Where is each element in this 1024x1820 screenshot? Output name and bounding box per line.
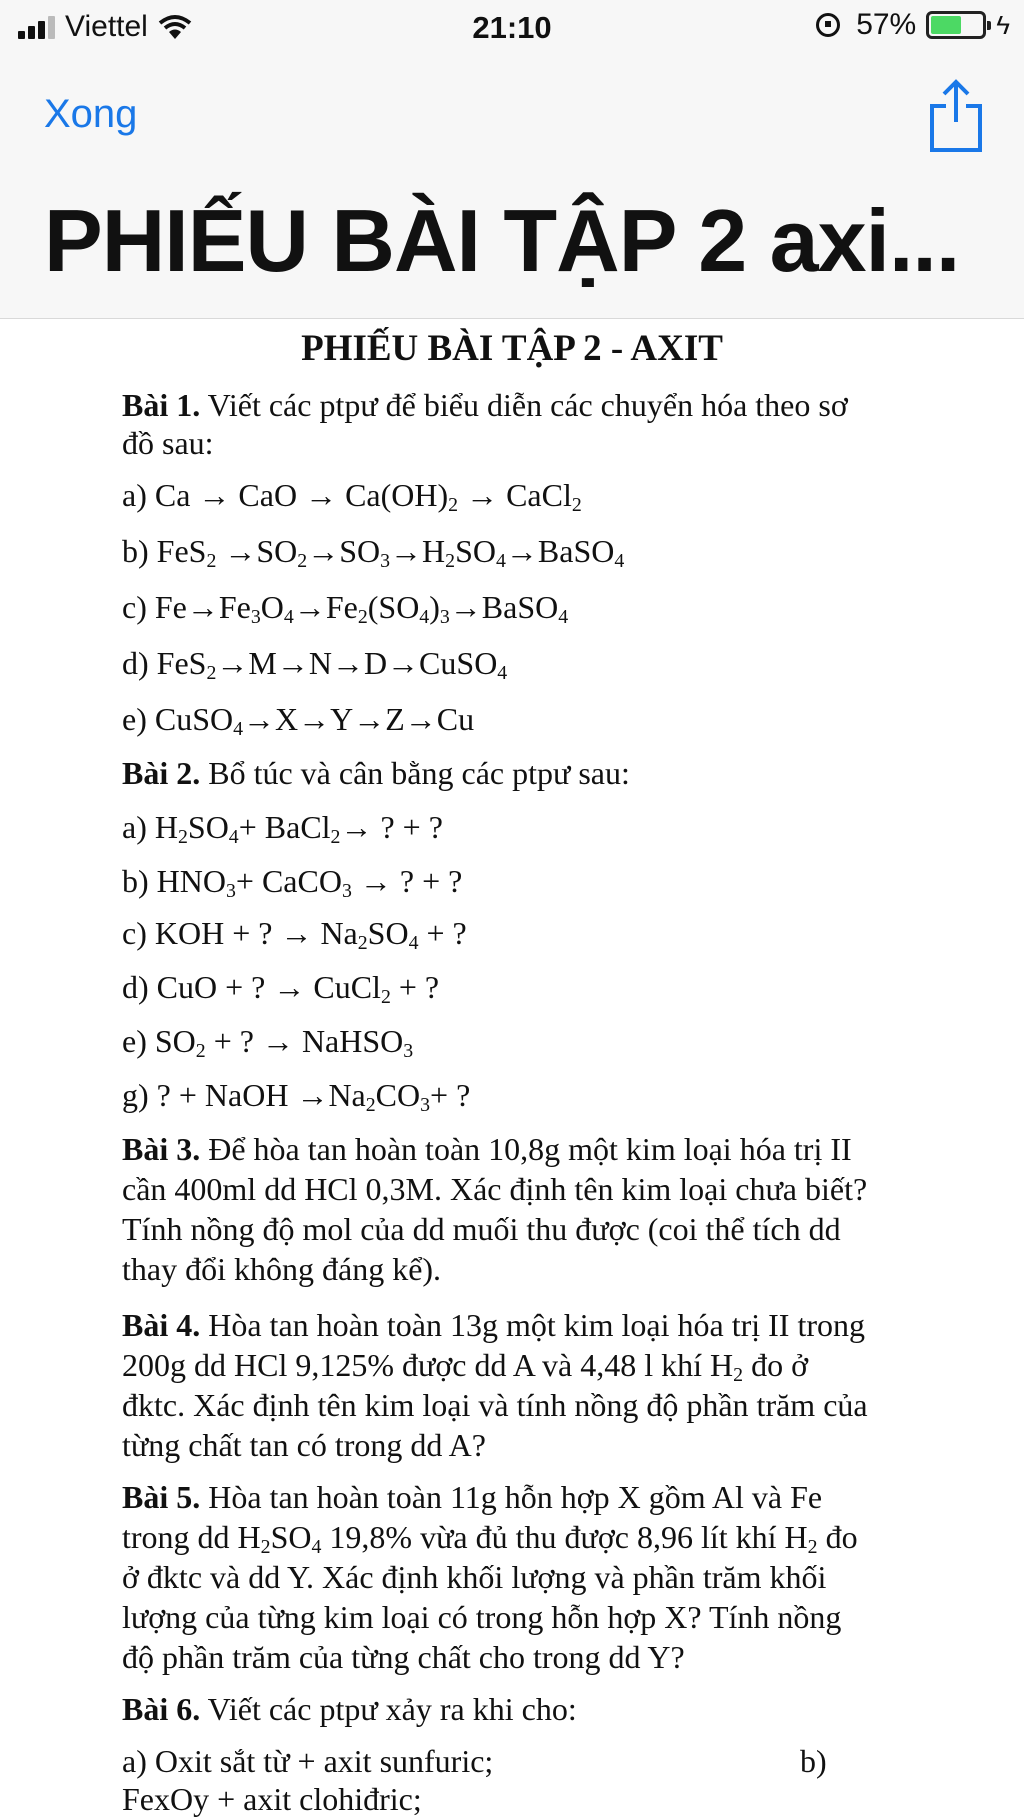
charging-icon: ϟ [996,9,1010,40]
doc-line: Bài 2. Bổ túc và cân bằng các ptpư sau: [122,755,630,791]
status-bar [0,0,1024,58]
doc-line: e) CuSO$_4$→X→Y→Z→Cu [122,701,475,740]
document-title: PHIẾU BÀI TẬP 2 - AXIT [301,328,723,369]
doc-line: đồ sau: [122,425,214,461]
share-icon[interactable] [926,78,986,154]
app-chrome [0,0,1024,319]
status-right [816,8,1010,42]
doc-line: c) KOH + ? → $Na_2SO_4$ + ? [122,915,467,954]
doc-line: Bài 1. Viết các ptpư để biểu diễn các chuyển hóa theo sơ [122,387,848,423]
rotation-lock-icon [816,13,840,37]
doc-line: trong dd $H_2SO_4$ 19,8% vừa đủ thu được 8,96 lít khí $H_2$ đo [122,1519,858,1558]
doc-line: độ phần trăm của từng chất cho trong dd Y? [122,1639,685,1675]
doc-line: a) Oxit sắt từ + axit sunfuric; [122,1743,494,1779]
battery-icon [926,11,986,39]
doc-line: d) CuO + ? → CuCl$_2$ + ? [122,969,440,1008]
doc-line: ở đktc và dd Y. Xác định khối lượng và phần trăm khối [122,1559,827,1595]
carrier-name: Viettel [65,10,148,43]
doc-line: Tính nồng độ mol của dd muối thu được (coi thể tích dd [122,1211,841,1247]
doc-line-b: b) [800,1743,827,1779]
doc-line: thay đổi không đáng kể). [122,1251,442,1287]
page-title: PHIẾU BÀI TẬP 2 axi... [44,191,960,290]
doc-line: Bài 4. Hòa tan hoàn toàn 13g một kim loại hóa trị II trong [122,1307,865,1343]
doc-line: lượng của từng kim loại có trong hỗn hợp X? Tính nồng [122,1599,842,1635]
doc-line: FexOy + axit clohiđric; [122,1781,422,1817]
doc-line: b) $HNO_3+$ CaCO$_3$ → ? + ? [122,863,463,902]
doc-line: a) Ca → CaO → $Ca(OH)_2$ → CaCl$_2$ [122,477,582,516]
document-page [0,319,1024,1820]
doc-line: Bài 5. Hòa tan hoàn toàn 11g hỗn hợp X gồm Al và Fe [122,1479,823,1515]
status-time: 21:10 [472,10,552,45]
doc-line: 200g dd HCl 9,125% được dd A và 4,48 l khí $H_2$ đo ở [122,1347,808,1386]
doc-line: c) $Fe\to Fe_3O_4\to Fe_2(SO_4)_3\to BaSO_4$ [122,589,569,628]
doc-line: g) ? + NaOH $\to Na_2CO_3+$ ? [122,1077,471,1116]
doc-line: cần 400ml dd HCl 0,3M. Xác định tên kim loại chưa biết? [122,1171,868,1207]
done-button[interactable]: Xong [44,92,138,136]
doc-line: a) $H_2SO_4+$ BaCl$_2$→ ? + ? [122,809,443,848]
doc-line: b) $FeS_2 \to SO_2\to SO_3\to H_2SO_4\to BaSO_4$ [122,533,625,572]
doc-line: Bài 3. Để hòa tan hoàn toàn 10,8g một kim loại hóa trị II [122,1131,852,1167]
doc-line: đktc. Xác định tên kim loại và tính nồng độ phần trăm của [122,1387,868,1423]
doc-line: từng chất tan có trong dd A? [122,1427,486,1463]
doc-line: d) FeS$_2$→M→N→D→CuSO$_4$ [122,645,508,684]
battery-percent: 57% [856,8,917,41]
doc-line: e) $SO_2$ + ? → NaHSO$_3$ [122,1023,414,1062]
doc-line: Bài 6. Viết các ptpư xảy ra khi cho: [122,1691,577,1727]
